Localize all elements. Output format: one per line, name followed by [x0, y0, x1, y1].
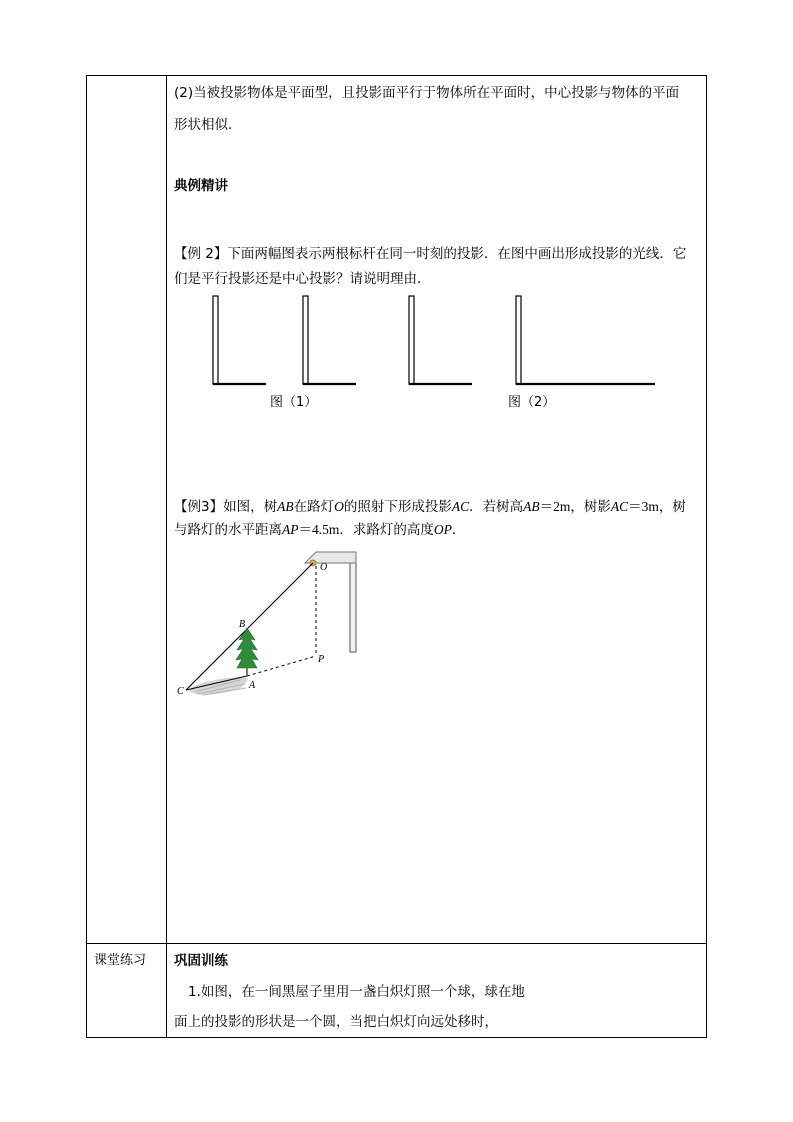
point-label-A: A — [249, 680, 256, 691]
section-heading-examples: 典例精讲 — [174, 178, 228, 194]
var-AP: AP — [282, 522, 299, 537]
figure-1-caption: 图（1） — [270, 395, 318, 410]
practice-heading: 巩固训练 — [174, 953, 228, 969]
row-label-practice: 课堂练习 — [94, 953, 147, 968]
paragraph-line-2: 形状相似． — [174, 117, 242, 133]
point-label-O: O — [320, 562, 328, 573]
ex3-t2: 的照射下形成投影 — [343, 499, 452, 515]
point-label-C: C — [177, 686, 184, 697]
ex3-t6: ＝4.5m．求路灯的高度 — [298, 522, 434, 537]
lamp-post — [350, 552, 356, 652]
var-AC: AC — [451, 499, 470, 514]
ex3-t4: ＝2m，树影 — [539, 499, 611, 514]
var-O: O — [334, 499, 344, 514]
ex3-t3: ．若树高 — [469, 499, 524, 515]
practice-line-1: 1.如图，在一间黑屋子里用一盏白炽灯照一个球，球在地 — [188, 984, 525, 1000]
practice-line-2: 面上的投影的形状是一个圆，当把白炽灯向远处移时， — [174, 1014, 498, 1030]
example2-line-2: 们是平行投影还是中心投影？请说明理由． — [174, 271, 431, 287]
ex3-line2-prefix: 与路灯的水平距离 — [174, 522, 282, 538]
var-AB-2: AB — [523, 499, 540, 514]
paragraph-line-1: (2)当被投影物体是平面型，且投影面平行于物体所在平面时，中心投影与物体的平面 — [174, 85, 680, 101]
ex3-t1: 在路灯 — [293, 499, 335, 515]
ex3-prefix: 【例3】如图，树 — [174, 499, 278, 515]
var-OP: OP — [433, 522, 452, 537]
var-AC-2: AC — [610, 499, 629, 514]
var-AB: AB — [277, 499, 294, 514]
light-ray-OC — [186, 563, 313, 690]
ex3-t5: ＝3m，树 — [628, 499, 686, 514]
point-label-B: B — [239, 619, 246, 630]
example2-line-1: 【例 2】下面两幅图表示两根标杆在同一时刻的投影．在图中画出形成投影的光线．它 — [174, 246, 687, 262]
point-label-P: P — [318, 654, 325, 665]
tree-foliage — [236, 628, 258, 668]
ex3-t7: ． — [451, 522, 466, 538]
figure-2-caption: 图（2） — [508, 395, 556, 410]
